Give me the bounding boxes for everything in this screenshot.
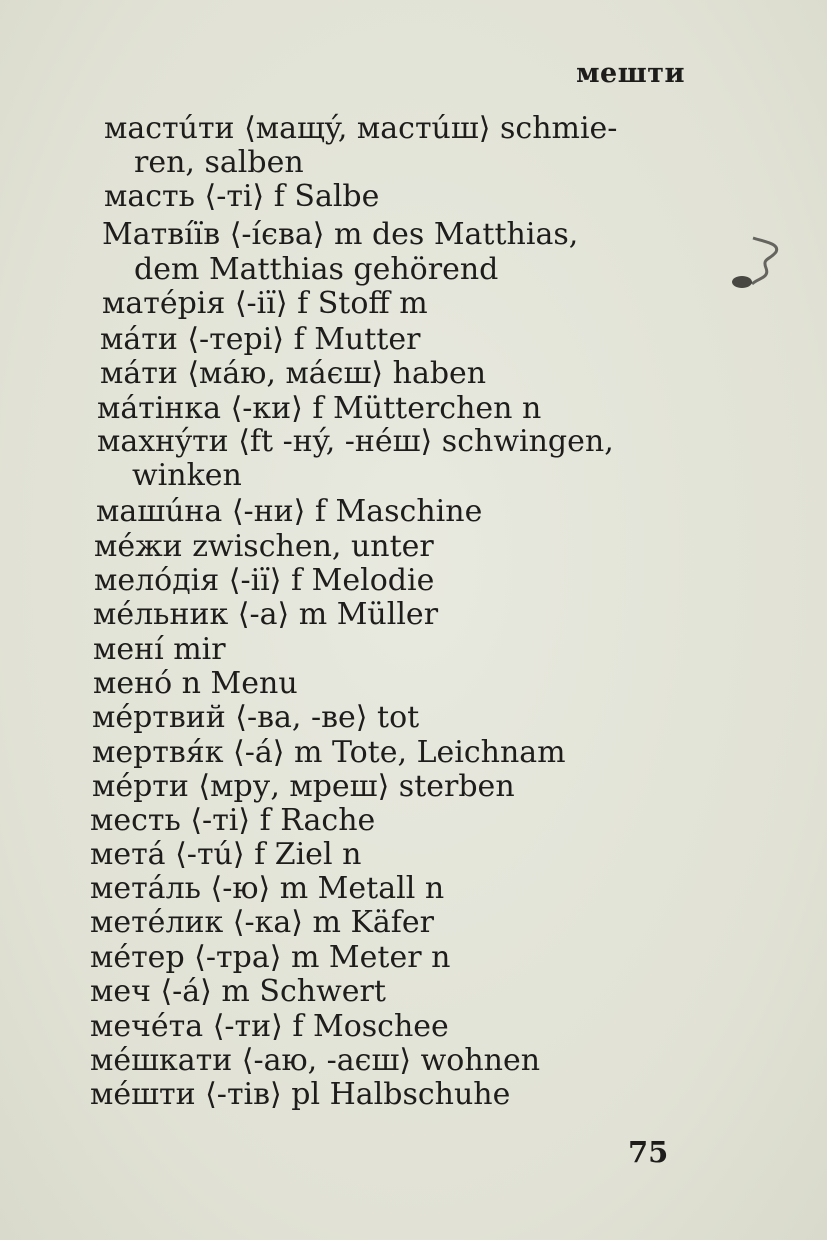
entry-line: мечéта ⟨-ти⟩ f Moschee — [90, 1009, 449, 1044]
entry-line: менó n Menu — [93, 666, 298, 701]
running-head: мешти — [576, 58, 685, 89]
entry-line: метáль ⟨-ю⟩ m Metall n — [90, 871, 445, 906]
entry-line: месть ⟨-ті⟩ f Rache — [90, 803, 376, 838]
entry-line: меч ⟨-á⟩ m Schwert — [90, 974, 386, 1009]
entry-line: мастúти ⟨мащý, мастúш⟩ schmie- — [104, 111, 618, 146]
entry-line: мéртвий ⟨-ва, -ве⟩ tot — [92, 700, 420, 735]
entry-line: мéрти ⟨мру, мреш⟩ sterben — [92, 769, 515, 804]
ink-smudge — [718, 228, 788, 298]
entry-line: мéтер ⟨-тра⟩ m Meter n — [90, 940, 451, 975]
entry-line: мéшкати ⟨-аю, -аєш⟩ wohnen — [90, 1043, 541, 1078]
entry-line: мáти ⟨мáю, мáєш⟩ haben — [100, 356, 487, 391]
entry-line: мéжи zwischen, unter — [94, 529, 434, 564]
entry-line: махнýти ⟨ft -нý, -нéш⟩ schwingen, — [97, 424, 614, 459]
entry-line: мелóдія ⟨-ії⟩ f Melodie — [94, 563, 435, 598]
entry-line: менí mir — [93, 632, 226, 667]
entry-line: метéлик ⟨-ка⟩ m Käfer — [90, 905, 434, 940]
entry-line: winken — [132, 458, 242, 493]
entry-line: dem Matthias gehörend — [134, 252, 499, 287]
entry-line: мáти ⟨-тері⟩ f Mutter — [100, 322, 421, 357]
entry-line: мертвя́к ⟨-á⟩ m Tote, Leichnam — [92, 735, 566, 770]
page-number: 75 — [628, 1135, 669, 1169]
entry-line: Матвíїв ⟨-íєва⟩ m des Matthias, — [102, 217, 579, 252]
entry-line: матéрія ⟨-ії⟩ f Stoff m — [102, 286, 428, 321]
entry-line: мéшти ⟨-тів⟩ pl Halbschuhe — [90, 1077, 511, 1112]
entry-line: масть ⟨-ті⟩ f Salbe — [104, 179, 380, 214]
entry-line: мéльник ⟨-а⟩ m Müller — [93, 597, 439, 632]
entry-line: ren, salben — [134, 145, 304, 180]
entry-line: мáтінка ⟨-ки⟩ f Mütterchen n — [97, 391, 542, 426]
entry-line: метá ⟨-тú⟩ f Ziel n — [90, 837, 362, 872]
entry-line: машúна ⟨-ни⟩ f Maschine — [96, 494, 483, 529]
